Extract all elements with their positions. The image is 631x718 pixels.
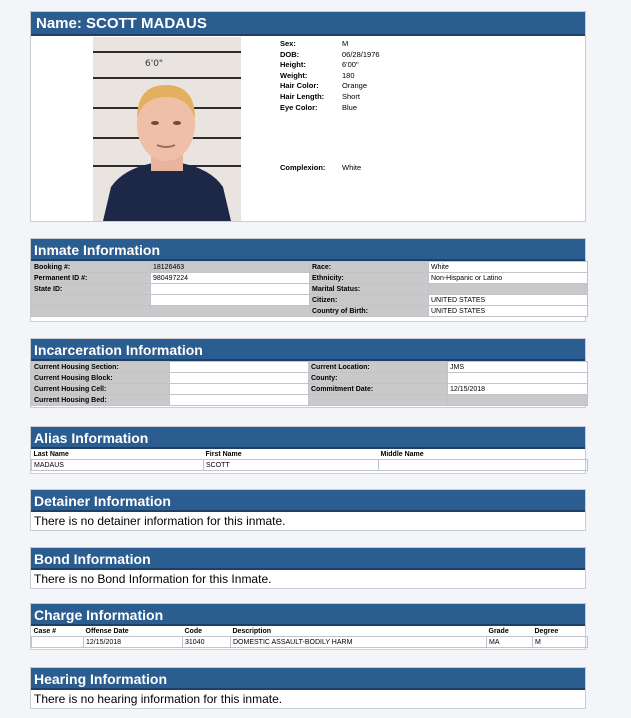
detainer-information-section xyxy=(30,489,586,531)
inmate-name-header: Name: SCOTT MADAUS xyxy=(31,12,585,36)
alias-table xyxy=(31,449,588,471)
current-location-label: Current Location: xyxy=(309,362,448,373)
alias-middle-name xyxy=(379,460,588,471)
detail-row-sex: Sex: M xyxy=(280,39,349,48)
table-row xyxy=(32,373,588,384)
permanent-id-value: 980497224 xyxy=(151,273,310,284)
inmate-information-table xyxy=(31,261,588,317)
inmate-information-section xyxy=(30,238,586,322)
table-row xyxy=(32,306,588,317)
incarceration-information-table xyxy=(31,361,588,406)
column-code: Code xyxy=(184,627,202,635)
housing-section-value xyxy=(170,362,309,373)
column-case-number: Case # xyxy=(33,627,57,635)
charge-table xyxy=(31,626,588,648)
inmate-information-header: Inmate Information xyxy=(31,239,585,261)
inmate-profile-card xyxy=(30,11,586,222)
table-row xyxy=(32,262,588,273)
charge-degree: M xyxy=(533,637,588,648)
charge-description: DOMESTIC ASSAULT-BODILY HARM xyxy=(231,637,487,648)
alias-last-name: MADAUS xyxy=(32,460,204,471)
column-last-name: Last Name xyxy=(33,450,69,458)
detail-row-eye-color: Eye Color: Blue xyxy=(280,102,358,112)
marital-status-value xyxy=(429,284,588,295)
state-id-value xyxy=(151,284,310,295)
incarceration-information-section xyxy=(30,338,586,408)
physical-details xyxy=(280,39,380,113)
booking-label: Booking #: xyxy=(32,262,151,273)
commitment-date-value: 12/15/2018 xyxy=(448,384,588,395)
permanent-id-label: Permanent ID #: xyxy=(32,273,151,284)
table-row xyxy=(32,637,588,648)
column-offense-date: Offense Date xyxy=(85,627,129,635)
housing-section-label: Current Housing Section: xyxy=(32,362,170,373)
table-row xyxy=(32,295,588,306)
detail-row-weight: Weight: 180 xyxy=(280,70,355,80)
table-row xyxy=(32,273,588,284)
citizen-label: Citizen: xyxy=(310,295,429,306)
table-row xyxy=(32,395,588,406)
detainer-message: There is no detainer information for this inmate. xyxy=(34,514,286,528)
column-description: Description xyxy=(232,627,272,635)
country-of-birth-value: UNITED STATES xyxy=(429,306,588,317)
housing-cell-value xyxy=(170,384,309,395)
hearing-message: There is no hearing information for this inmate. xyxy=(34,692,283,706)
hearing-information-header: Hearing Information xyxy=(31,668,585,690)
detail-row-dob: DOB: 06/28/1976 xyxy=(280,49,380,59)
race-value: White xyxy=(429,262,588,273)
commitment-date-label: Commitment Date: xyxy=(309,384,448,395)
charge-case-number xyxy=(32,637,84,648)
bond-information-section xyxy=(30,547,586,589)
table-row xyxy=(32,362,588,373)
charge-information-section xyxy=(30,603,586,650)
ethnicity-label: Ethnicity: xyxy=(310,273,429,284)
mugshot-photo xyxy=(93,37,241,221)
charge-grade: MA xyxy=(487,637,533,648)
height-chart-mark: 6'0" xyxy=(145,59,164,69)
table-row xyxy=(32,284,588,295)
housing-block-value xyxy=(170,373,309,384)
alias-information-header: Alias Information xyxy=(31,427,585,449)
detail-row-hair-color: Hair Color: Orange xyxy=(280,81,368,91)
current-location-value: JMS xyxy=(448,362,588,373)
race-label: Race: xyxy=(310,262,429,273)
table-header-row xyxy=(32,449,588,460)
person-silhouette xyxy=(93,37,241,221)
county-label: County: xyxy=(309,373,448,384)
detail-row-height: Height: 6'00" xyxy=(280,60,359,70)
country-of-birth-label: Country of Birth: xyxy=(310,306,429,317)
table-row xyxy=(32,384,588,395)
column-first-name: First Name xyxy=(205,450,242,458)
complexion-row: Complexion: White xyxy=(280,163,362,172)
housing-block-label: Current Housing Block: xyxy=(32,373,170,384)
column-middle-name: Middle Name xyxy=(380,450,424,458)
state-id-label: State ID: xyxy=(32,284,151,295)
charge-code: 31040 xyxy=(183,637,231,648)
alias-information-section xyxy=(30,426,586,474)
incarceration-information-header: Incarceration Information xyxy=(31,339,585,361)
marital-status-label: Marital Status: xyxy=(310,284,429,295)
table-header-row xyxy=(32,626,588,637)
table-row xyxy=(32,460,588,471)
column-grade: Grade xyxy=(488,627,509,635)
hearing-information-section xyxy=(30,667,586,709)
housing-bed-value xyxy=(170,395,309,406)
charge-information-header: Charge Information xyxy=(31,604,585,626)
housing-bed-label: Current Housing Bed: xyxy=(32,395,170,406)
detail-row-hair-length: Hair Length: Short xyxy=(280,91,360,101)
citizen-value: UNITED STATES xyxy=(429,295,588,306)
column-degree: Degree xyxy=(534,627,559,635)
bond-information-header: Bond Information xyxy=(31,548,585,570)
alias-first-name: SCOTT xyxy=(204,460,379,471)
county-value xyxy=(448,373,588,384)
bond-message: There is no Bond Information for this Inmate. xyxy=(34,572,272,586)
housing-cell-label: Current Housing Cell: xyxy=(32,384,170,395)
detainer-information-header: Detainer Information xyxy=(31,490,585,512)
booking-value: 18126463 xyxy=(151,262,310,273)
charge-offense-date: 12/15/2018 xyxy=(84,637,183,648)
ethnicity-value: Non-Hispanic or Latino xyxy=(429,273,588,284)
